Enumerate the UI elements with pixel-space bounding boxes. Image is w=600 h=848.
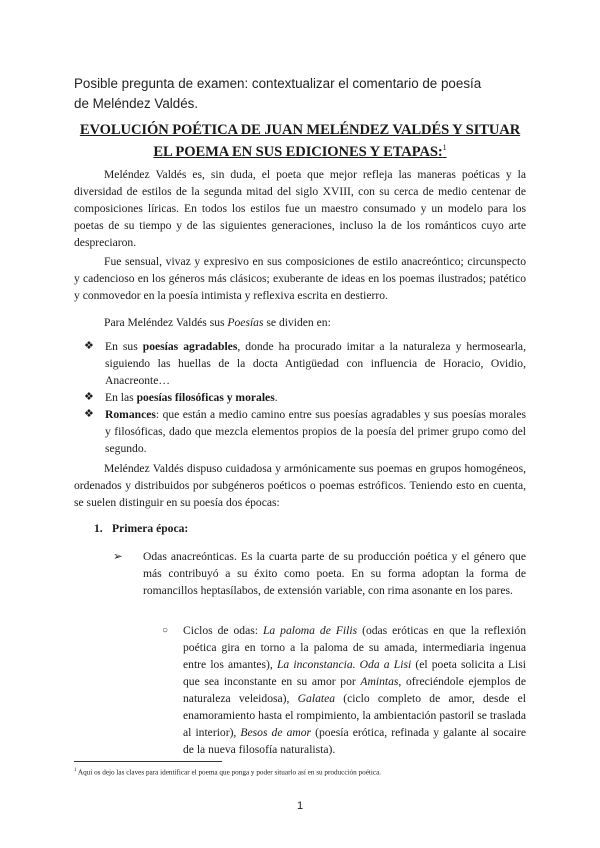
list-item <box>84 389 526 406</box>
arrow-bullet-icon: ➢ <box>113 550 123 563</box>
anacreontic-odes-text: Odas anacreónticas. Es la cuarta parte de su producción poética y el género que más contribuyó a su éxito como poeta. En su forma adoptan la forma de romancillos heptasílabos, de extensión variable, con rima asonante en los pares. <box>143 550 526 597</box>
footnote <box>74 766 526 777</box>
section-heading-first-epoch <box>94 520 188 537</box>
paragraph-intro: Meléndez Valdés es, sin duda, el poeta que mejor refleja las maneras poéticas y la diversidad de estilos de la segunda mitad del siglo XVIII, con su cerca de medio centenar de composiciones líricas. En todos los estilos fue un maestro consumado y un modelo para los poetas de su tiempo y de las siguientes generaciones, incluso la de los románticos cuyo arte despreciaron. <box>74 168 526 249</box>
ode-title: Besos de amor <box>240 726 312 739</box>
poesias-title: Poesías <box>227 316 264 329</box>
ode-cycles-text <box>183 622 526 758</box>
list-item-bold: poesías agradables <box>142 340 238 353</box>
footnote-number: 1 <box>74 768 77 773</box>
paragraph-division <box>74 314 526 331</box>
ode-title: La inconstancia. Oda a Lisi <box>276 658 412 671</box>
list-item <box>84 406 526 457</box>
anacreontic-odes-item <box>113 548 526 599</box>
section-number: 1. <box>94 522 103 535</box>
paragraph-division-end: se dividen en: <box>263 316 331 329</box>
paragraph-division-text: Para Meléndez Valdés sus <box>104 316 228 329</box>
ode-text: Ciclos de odas: <box>183 624 263 637</box>
ode-text: (el poeta solicita a Lisi que sea inconstante en su amor por <box>183 658 526 688</box>
ode-title: Amintas <box>360 675 399 688</box>
list-item-text: En sus <box>105 340 143 353</box>
ode-cycles-item <box>162 622 526 758</box>
ode-title: Galatea <box>297 692 336 705</box>
ode-text: , ofreciéndole ejemplos de naturaleza veleidosa), <box>183 675 526 705</box>
footnote-reference[interactable]: 1 <box>442 143 447 152</box>
section-label: Primera época: <box>112 522 189 535</box>
list-item-bold: Romances <box>105 408 156 421</box>
list-item <box>84 338 526 389</box>
exam-question-note: Posible pregunta de examen: contextualizar el comentario de poesía de Meléndez Valdés. <box>74 76 482 111</box>
diamond-bullet-icon: ❖ <box>84 340 94 352</box>
ode-title: La paloma de Filis <box>262 624 358 637</box>
diamond-bullet-icon: ❖ <box>84 408 94 420</box>
list-item-bold: poesías filosóficas y morales <box>136 391 275 404</box>
ode-text: (odas eróticas en que la reflexión poética gira en torno a la paloma de su amada, intermediaria ingenua entre los amantes), <box>183 624 526 671</box>
ode-text: (ciclo completo de amor, desde el enamoramiento hasta el rompimiento, la ambientación pastoril se traslada al interior), <box>183 692 527 739</box>
list-item-text: . <box>274 391 278 404</box>
list-item-text: : que están a medio camino entre sus poesías agradables y sus poesías morales y filosóficas, dado que mezcla elementos propios de la poesía del primer grupo como del segundo. <box>105 408 526 455</box>
list-item-text: , donde ha procurado imitar a la naturaleza y hermosearla, siguiendo las huellas de la docta Antigüedad con influencia de Horacio, Ovidio, Anacreonte… <box>105 340 526 387</box>
list-item-text: En las <box>105 391 137 404</box>
circle-bullet-icon: ○ <box>162 625 169 636</box>
footnote-divider <box>74 761 222 762</box>
ode-text: (poesía erótica, refinada y galante al socaire de la nueva filosofía naturalista). <box>183 726 526 756</box>
diamond-bullet-icon: ❖ <box>84 391 94 403</box>
section-title <box>74 122 526 161</box>
footnote-text: Aquí os dejo las claves para identificar el poema que ponga y poder situarlo así en su producción poética. <box>76 768 382 777</box>
paragraph-epochs: Meléndez Valdés dispuso cuidadosa y armónicamente sus poemas en grupos homogéneos, ordenados y distribuidos por subgéneros poéticos o poemas estróficos. Teniendo esto en cuenta, se suelen distinguir en su poesía dos épocas: <box>74 462 526 509</box>
paragraph-style: Fue sensual, vivaz y expresivo en sus composiciones de estilo anacreóntico; circunspecto y cadencioso en los géneros más clásicos; exuberante de ideas en los poemas ilustrados; patético y conmovedor en la poesía intimista y reflexiva escrita en destierro. <box>74 255 526 302</box>
page-number: 1 <box>296 800 304 812</box>
divisions-list <box>84 338 526 457</box>
section-title-text: EVOLUCIÓN POÉTICA DE JUAN MELÉNDEZ VALDÉS Y SITUAR EL POEMA EN SUS EDICIONES Y ETAPAS: <box>79 122 521 160</box>
